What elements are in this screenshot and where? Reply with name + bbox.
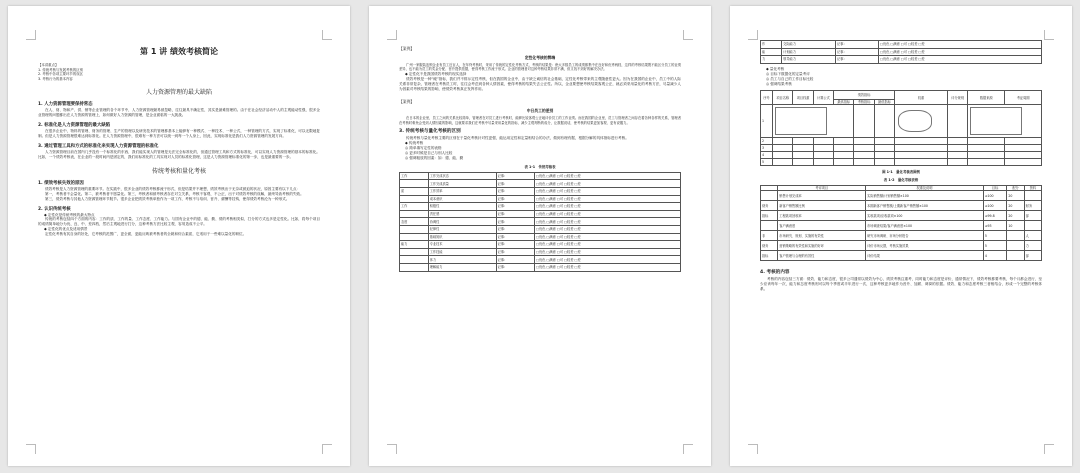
table-row <box>400 233 681 241</box>
table-cell: 5 <box>983 241 1007 251</box>
callout-box <box>775 107 827 135</box>
table-row <box>761 221 1042 231</box>
table-cell <box>948 152 968 159</box>
table-row <box>400 203 681 211</box>
table-cell: 人 <box>1024 231 1041 241</box>
table-cell <box>968 145 1005 152</box>
paragraph: 考核的内容包括三方面：绩效、能力和态度，很多公司通常以绩效为中心，绩效考核注重考，同时能力和态度是评价，通常情况下，绩效考核都要考核，每个月都会进行，至少应该每年一次，能力和态度考核则可以每个季度或半年进行一次，这种考核更多地作为晋升、加薪、调岗的依据。绩效、能力和态度考核三者相结合，形成一个完整的考核体系。 <box>760 277 1042 292</box>
document-page-2 <box>369 6 711 466</box>
table-cell: 20 <box>1007 201 1024 211</box>
crop-mark <box>1044 30 1054 40</box>
document-page-1 <box>8 6 350 466</box>
table-cell <box>1007 231 1024 241</box>
table-cell: 10 <box>1007 221 1024 231</box>
table-cell: 责任感 <box>428 210 496 218</box>
table-cell: 记事： <box>836 48 879 56</box>
paragraph: 第一，考核者不会量化。第二，被考核者不愿量化。第三，考核者和被考核者存在对立关系，考核不客观、不公正，出于对绩效考核的误解，最终导致考核的失败。 <box>45 191 304 196</box>
table-cell <box>1005 152 1042 159</box>
table-cell: 记事： <box>836 41 879 49</box>
list-item: ◎ 强调结果考核 <box>766 81 792 86</box>
table-cell: 记事： <box>496 256 535 264</box>
case-text: 在日本的企业里，员工之间的关系比较简单，管理者在对员工进行考核时，能够比较客观公正地评价员工的工作业绩。而在我国的企业里，员工与管理者之间存在着各种各样的关系，管理者在考核时难免会受到人情因素的影响，这就要求我们在考核中尽量采用量化的指标，减少主观判断的成分，让数据说话，使考核的结果更加客观、更有说服力。 <box>399 116 681 125</box>
table-cell: 基础知识 <box>428 233 496 241</box>
table-cell: □优色 □满意 □可 □较差 □差 <box>879 41 1042 49</box>
table-header-cell: 权重 <box>895 91 948 105</box>
table-row <box>400 195 681 203</box>
table-cell: 部 <box>1024 251 1041 261</box>
heading: 2. 标准化是人力资源管理的最大缺陷 <box>38 123 111 129</box>
table-cell <box>761 191 778 201</box>
table-header-cell: 计算公式 <box>813 91 833 105</box>
table-cell: 评价市场反馈，考核实施效果 <box>866 241 984 251</box>
table-cell <box>1024 221 1041 231</box>
table-cell: 5 <box>983 231 1007 241</box>
table-header-cell: 项目权重 <box>793 91 813 105</box>
bullet-heading: ◆ 定性化是传统考核的最大特点 <box>44 212 95 217</box>
table-cell: ≥99.8 <box>983 211 1007 221</box>
table-row <box>400 172 681 180</box>
traditional-assessment-table <box>399 172 681 272</box>
table-cell <box>834 145 854 152</box>
paragraph: 人力资源管理目前在国内几乎没有一个标准化的东西，我们能实现人的管理是无法完全标准化的，但通过管理工具和方式的标准化，可以实现人力资源管理的基本的标准化。比如，一个绩效考核表，在企业的一段时间内是固定的，我们用标准化的工具实现对人员的标准化管理，这是人力资源管理标准化的第一步，也是最重要的一步。 <box>38 150 320 159</box>
table-cell: 体力 <box>428 256 496 264</box>
table-cell <box>813 159 833 166</box>
table-cell <box>1005 159 1042 166</box>
table-cell: 销售计划完成率 <box>778 191 866 201</box>
table-cell: □优色 □满意 □可 □较差 □差 <box>535 248 681 256</box>
bullet-heading: ◆ 量化考核 <box>766 66 785 71</box>
traditional-list <box>399 146 681 161</box>
table-cell: 评价结果 <box>866 251 984 261</box>
table-cell: □优色 □满意 □可 □较差 □差 <box>535 256 681 264</box>
table-cell <box>773 105 854 138</box>
table-cell: 财务 <box>1024 201 1041 211</box>
table-cell: 作 <box>761 41 782 49</box>
paragraph: 绩效考核是人力资源管理的重要环节。在实践中，很多企业的绩效考核都流于形式，但是结果并不理想，绩效考核出于无奈或被迫的状况，原因主要有以下几点： <box>45 186 301 191</box>
paragraph: 传统的考核包括四个方面的内容：工作的质、工作的量、工作态度、工作能力。与国有企业中的德、能、勤、绩的考核相类似，打分的方式也多是定性化。比如，将每个项目的成绩简单地分为优、良、中、差四档，然后主观地进行打分，这种考核方法比较主观，容易造成不公平。 <box>38 217 320 227</box>
table-cell <box>968 105 1042 138</box>
table-cell: 理解能力 <box>428 263 496 271</box>
table-cell: 记事： <box>496 225 535 233</box>
case-title: 定性化考核的弊端 <box>524 55 556 60</box>
table-header-cell: 最高指标 <box>834 100 854 105</box>
table-cell <box>773 159 793 166</box>
row-number: 4 <box>761 152 773 159</box>
table-cell <box>400 233 429 241</box>
table-cell: 工作 <box>400 172 429 180</box>
table-cell: 客户管理与合理的有效性 <box>778 251 866 261</box>
section-heading: 传统考核和量化考核 <box>151 167 206 175</box>
table-cell <box>793 145 813 152</box>
table-cell: □优色 □满意 □可 □较差 □差 <box>879 56 1042 64</box>
table-row <box>761 48 1042 56</box>
list-item: 3. 考核行为的基本内容 <box>38 76 73 81</box>
table-cell: 工作技能 <box>428 248 496 256</box>
paragraph: 在人、财、物和产、供、销等企业管理的各个环节中，人力资源管理最易被忽略，往往最具不确定性，其实是最难管理的。由于在社会经济活动中人的主观能动性强，很多企业管理的问题都出在人力资源的管理上，如何做好人力资源的管理，是企业面临的一大挑战。 <box>38 108 320 118</box>
table-header-cell: 考评项目 <box>778 186 866 191</box>
table-cell: 记事： <box>496 172 535 180</box>
table-cell <box>948 138 968 145</box>
table-cell: 4 <box>983 251 1007 261</box>
table-cell: 成本意识 <box>428 195 496 203</box>
table-cell: 记事： <box>496 218 535 226</box>
table-header-cell: 目标 <box>983 186 1007 191</box>
table-cell: 态度 <box>400 218 429 226</box>
table-cell: □优色 □满意 □可 □较差 □差 <box>535 172 681 180</box>
list-item: ◎ 员工与自己的工作目标比较 <box>766 76 814 81</box>
table-cell: □优色 □满意 □可 □较差 □差 <box>535 225 681 233</box>
table-cell: 指标 <box>761 251 778 261</box>
table-header-cell: 考核指标 <box>854 100 874 105</box>
table-cell: □优色 □满意 □可 □较差 □差 <box>535 195 681 203</box>
table-cell: 能力 <box>400 241 429 249</box>
document-page-3 <box>730 6 1072 466</box>
table-cell <box>968 152 1005 159</box>
crop-mark <box>683 30 693 40</box>
table-row <box>761 211 1042 221</box>
table-cell: □优色 □满意 □可 □较差 □差 <box>535 233 681 241</box>
table-cell <box>400 180 429 188</box>
table-cell: 力 <box>761 56 782 64</box>
table-header-cell: 序号 <box>761 91 773 105</box>
table-cell: 记事： <box>496 263 535 271</box>
table-row <box>400 187 681 195</box>
table-cell <box>813 152 833 159</box>
quantified-assessment-table <box>760 185 1042 261</box>
table-header-cell: 评分规则 <box>948 91 968 105</box>
table-row <box>761 41 1042 49</box>
focus-list <box>38 68 320 82</box>
table-cell: 记事： <box>496 241 535 249</box>
table-cell: □优色 □满意 □可 □较差 □差 <box>535 203 681 211</box>
table-cell: 专业技术 <box>428 241 496 249</box>
heading: 4. 考核的内容 <box>760 270 790 276</box>
table-cell: 实际销售额/计划销售额×100 <box>866 191 984 201</box>
table-cell <box>854 105 874 138</box>
table-cell: 记事： <box>496 180 535 188</box>
table-cell <box>874 159 894 166</box>
table-cell <box>895 145 948 152</box>
quantified-list <box>760 72 1042 87</box>
table-cell <box>773 152 793 159</box>
table-header-cell: 权重及说明 <box>866 186 984 191</box>
focus-label: 【本讲重点】 <box>38 63 59 67</box>
table-cell <box>948 105 968 138</box>
table-row <box>761 191 1042 201</box>
crop-mark <box>1044 444 1054 454</box>
case-text: 广州一家服装连锁企业有员工近百人，在年终考核时，采用了传统的定性化考核方式，考核的结果是：绝大多数员工的成绩都集中在良好和优秀两档，这样的考核结果既不能区分员工的业绩差异，也不能为员工的奖金分配、晋升提供依据，使得考核工作流于形式。企业的管理者对这种考核结果非常不满，但又找不到好的解决办法。 <box>399 63 681 72</box>
table-cell <box>400 256 429 264</box>
table-cell: □优色 □满意 □可 □较差 □差 <box>535 241 681 249</box>
table-cell <box>874 105 894 138</box>
table-cell <box>874 138 894 145</box>
table-row <box>400 263 681 271</box>
table-row <box>761 105 1042 138</box>
table-cell: 工作完成状态 <box>428 172 496 180</box>
table-cell <box>400 210 429 218</box>
table-cell: 财务 <box>761 241 778 251</box>
table-cell: 积极性 <box>428 203 496 211</box>
table-cell: ≥93 <box>983 221 1007 231</box>
table-cell: 指标 <box>761 211 778 221</box>
callout-box <box>970 107 1022 135</box>
table-cell: 协调性 <box>428 218 496 226</box>
table-cell <box>400 225 429 233</box>
table-row <box>761 241 1042 251</box>
table-cell <box>1024 191 1041 201</box>
paragraph: 第三，绩效考核与其他人力资源管理环节脱节。很多企业把绩效考核单独作为一项工作，考核不与培训、晋升、薪酬等挂钩，使得绩效考核沦为一种形式。 <box>45 196 290 201</box>
table-row <box>400 225 681 233</box>
table-cell <box>773 138 793 145</box>
table-cell: □优色 □满意 □可 □较差 □差 <box>535 180 681 188</box>
crop-mark <box>748 444 758 454</box>
table-cell <box>761 221 778 231</box>
table-cell: 20 <box>1007 191 1024 201</box>
table-cell <box>813 145 833 152</box>
case-label: 【案例】 <box>399 46 415 51</box>
table-cell <box>400 248 429 256</box>
section-heading: 人力资源管理的最大缺陷 <box>145 89 212 97</box>
table-row <box>761 159 1042 166</box>
table-row <box>761 56 1042 64</box>
figure-caption: 图 1-1 量化考核表图例 <box>882 170 920 175</box>
table-header-cell: 配分 <box>1007 186 1024 191</box>
table-cell <box>793 138 813 145</box>
table-cell <box>968 159 1005 166</box>
table-cell: 记事： <box>496 187 535 195</box>
paragraph: 在很多企业中，物料的管理、财务的管理、生产的管理以及研发技术的管理都基本上能够有一种模式、一种技术、一种公式，一种管理的方式，实现了标准化，可以无限地复制。但是人力资源管理很难达到标准化。在人力资源管理中，很难有一种方法可以统一到每一个人身上，因此，实现标准化是我们人力资源管理的发展方向。 <box>38 129 320 139</box>
table-cell <box>948 159 968 166</box>
table-header-row <box>761 91 1042 100</box>
table-cell <box>968 138 1005 145</box>
table-row <box>761 152 1042 159</box>
table-cell <box>773 145 793 152</box>
table-cell <box>895 152 948 159</box>
table-cell <box>834 138 854 145</box>
table-cell: □优色 □满意 □可 □较差 □差 <box>535 263 681 271</box>
table-cell <box>400 195 429 203</box>
table-cell: ≥100 <box>983 201 1007 211</box>
crop-mark <box>26 30 36 40</box>
table-cell <box>948 145 968 152</box>
table-cell: 能 <box>761 48 782 56</box>
crop-mark <box>387 444 397 454</box>
table-cell <box>793 152 813 159</box>
table-cell <box>1007 241 1024 251</box>
crop-mark <box>683 444 693 454</box>
table-header-cell: 项目名称 <box>773 91 793 105</box>
callout-cloud <box>898 110 932 132</box>
table-cell: 客户满意度 <box>778 221 866 231</box>
paragraph: 绩效考核是一种“硬”指标，我们并不排斥定性考核，但在我国的企业中，由于缺乏诚信的社会基础，定性化考核带来的主观随意性更大。因为在我国的企业中，员工中的人际关系非常复杂，管理者在考核员工时，往往会考虑到各种人情因素，使得考核的结果失去公正性。所以，企业要想使考核结果客观公正，就必须采用量化的考核方法，尽量减少人为因素对考核结果的影响，使绩效考核真正发挥作用。 <box>399 76 681 91</box>
table-cell <box>854 138 874 145</box>
case-label: 【案例】 <box>399 99 415 105</box>
table-cell: 记事： <box>836 56 879 64</box>
table-cell <box>854 145 874 152</box>
table-cell <box>1007 251 1024 261</box>
table-cell: 记事： <box>496 203 535 211</box>
crop-mark <box>322 444 332 454</box>
table-cell: 市场调查结果/客户满意度×100 <box>866 221 984 231</box>
table-cell: 本期新客户销售额/上期新客户销售额×100 <box>866 201 984 211</box>
table-cell: 工作完成质量 <box>428 180 496 188</box>
traditional-table-continued <box>760 40 1042 64</box>
table-cell: 实收款项/应收款项×100 <box>866 211 984 221</box>
lecture-title: 第 1 讲 绩效考核简论 <box>140 47 218 56</box>
heading: 2. 认识传统考核 <box>38 206 71 212</box>
table-cell: 营销策略的有效性和实施的好坏 <box>778 241 866 251</box>
table-cell: 纪律性 <box>428 225 496 233</box>
table-row <box>400 210 681 218</box>
list-item: ◎ 目标下数据化的定量考评 <box>766 71 810 76</box>
table-cell: 交际能力 <box>782 41 836 49</box>
paragraph: 定性化考核有其自身的好处，它考核的范围广，更全面，更能反映被考核者的全貌和综合素质，它适用于一些难以量化的职位。 <box>45 232 247 237</box>
bullet-heading: ◆ 定性化的优点及适用情景 <box>44 227 88 232</box>
table-row <box>400 248 681 256</box>
table-cell: □优色 □满意 □可 □较差 □差 <box>535 218 681 226</box>
table-cell: 工程款项回收率 <box>778 211 866 221</box>
table-cell: 工作效率 <box>428 187 496 195</box>
table-cell <box>793 159 813 166</box>
list-item: 2. 考核中各项主要环节的误区 <box>38 72 83 77</box>
table-cell <box>854 152 874 159</box>
table-cell: □优色 □满意 □可 □较差 □差 <box>535 210 681 218</box>
table-row <box>400 218 681 226</box>
table-cell <box>813 138 833 145</box>
row-number: 2 <box>761 138 773 145</box>
quantified-form-figure <box>760 90 1042 166</box>
table-cell: 记事： <box>496 248 535 256</box>
table-row <box>400 256 681 264</box>
row-number: 3 <box>761 145 773 152</box>
heading: 3. 通过管理工具和方式的标准化来实现人力资源管理的标准化 <box>38 144 159 149</box>
table-row <box>761 231 1042 241</box>
crop-mark <box>748 30 758 40</box>
bullet-heading: ◆ 传统考核 <box>405 141 424 146</box>
crop-mark <box>322 30 332 40</box>
table-cell <box>895 159 948 166</box>
heading: 1. 人力资源管理要保持常态 <box>38 102 93 108</box>
table-header-cell: 数据来源 <box>968 91 1005 105</box>
crop-mark <box>26 444 36 454</box>
table-cell <box>1005 145 1042 152</box>
table-cell: 计划能力 <box>782 48 836 56</box>
table-header-cell: 考证周期 <box>1005 91 1042 105</box>
table-header-cell: 最低指标 <box>874 100 894 105</box>
list-item: ◎ 简单填写定性的表格 <box>405 146 442 151</box>
table-cell: 研究市场调研、市场分析报告 <box>866 231 984 241</box>
row-number: 5 <box>761 159 773 166</box>
table-row <box>761 251 1042 261</box>
row-number: 1 <box>761 105 773 138</box>
table-cell: 20 <box>1007 211 1024 221</box>
table-cell: 质 <box>400 187 429 195</box>
table-cell <box>874 152 894 159</box>
table-cell: 力 <box>1024 241 1041 251</box>
table-cell: □优色 □满意 □可 □较差 □差 <box>535 187 681 195</box>
table-cell: 部 <box>1024 211 1041 221</box>
table-cell: 财务 <box>761 201 778 211</box>
heading: 3. 传统考核与量化考核的区别 <box>399 129 461 135</box>
table-row <box>400 241 681 249</box>
table-cell: □优色 □满意 □可 □较差 □差 <box>879 48 1042 56</box>
table-cell <box>1005 138 1042 145</box>
paragraph: 传统考核与量化考核主要的区别在于量化考核针对性更强，能运用定性和定量相结合的办法，做到有理有据，根据分解的具体指标进行考核。 <box>406 136 629 141</box>
table-cell: 领导能力 <box>782 56 836 64</box>
table-cell <box>400 263 429 271</box>
table-row <box>761 138 1042 145</box>
table-cell: 记事： <box>496 210 535 218</box>
table-cell: 记事： <box>496 233 535 241</box>
table-cell: 非 <box>761 231 778 241</box>
crop-mark <box>387 30 397 40</box>
table-caption: 表 1-2 量化考核表格 <box>883 178 919 183</box>
table-cell <box>834 152 854 159</box>
table-header-cell: 绩效指标 <box>834 91 895 100</box>
table-cell <box>834 159 854 166</box>
table-cell: ≥100 <box>983 191 1007 201</box>
list-item: ◎ 强调粗放的因素：如：德、能、勤 <box>405 155 464 160</box>
table-row <box>761 145 1042 152</box>
table-cell: 新客户销售额比例 <box>778 201 866 211</box>
table-cell <box>854 159 874 166</box>
table-cell: 市场研究、规划、实施的有效性 <box>778 231 866 241</box>
table-row <box>400 180 681 188</box>
table-header-cell: 资料 <box>1024 186 1041 191</box>
case-title: 中日员工的差别 <box>526 108 554 114</box>
list-item: 1. 传统考核与发展考核的区别 <box>38 67 83 72</box>
heading: 1. 绩效考核失效的原因 <box>38 180 84 186</box>
table-row <box>761 201 1042 211</box>
table-cell: 工作 <box>400 203 429 211</box>
table-cell <box>895 105 948 138</box>
list-item: ◎ 更多时候是自己与别人比较 <box>405 150 453 155</box>
table-caption: 表 1-1 传统考核表 <box>524 164 556 169</box>
table-cell <box>895 138 948 145</box>
table-cell: 记事： <box>496 195 535 203</box>
bullet-heading: ◆ 定性化不是我国绩效考核的现实选择 <box>405 71 467 76</box>
table-cell <box>874 145 894 152</box>
